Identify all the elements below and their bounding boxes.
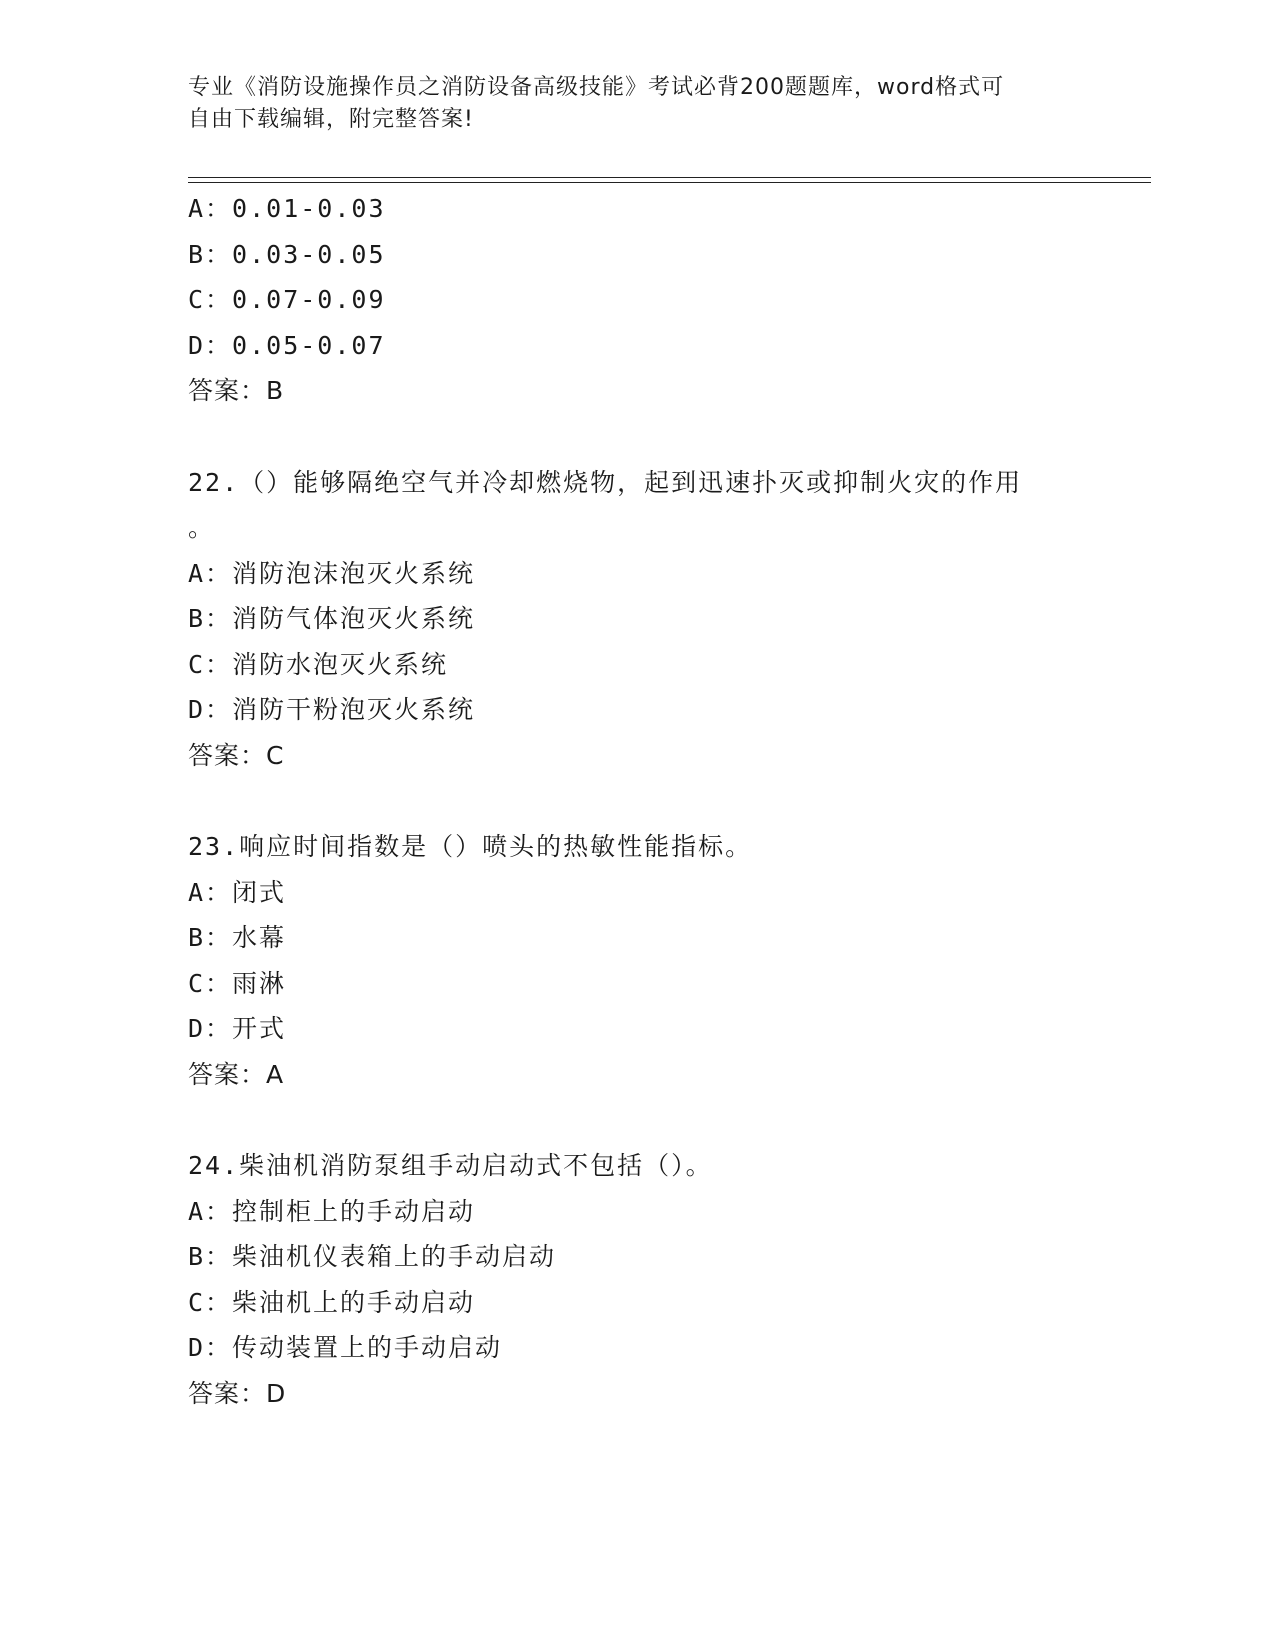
option-d: D：消防干粉泡灭火系统	[188, 695, 476, 724]
answer-line: 答案：C	[188, 740, 285, 770]
option-b: B：水幕	[188, 923, 287, 952]
answer-line: 答案：D	[188, 1378, 287, 1408]
answer-line: 答案：A	[188, 1059, 285, 1089]
option-b: B：0.03-0.05	[188, 239, 386, 269]
question-block-23	[188, 824, 1088, 1097]
question-text: 23.响应时间指数是（）喷头的热敏性能指标。	[188, 832, 753, 861]
option-a: A：消防泡沫泡灭火系统	[188, 558, 476, 588]
header-divider-top	[188, 177, 1151, 178]
spacer	[188, 414, 1088, 460]
question-text: 22.（）能够隔绝空气并冷却燃烧物，起到迅速扑灭或抑制火灾的作用	[188, 467, 1023, 497]
option-d: D：传动装置上的手动启动	[188, 1333, 503, 1362]
option-b: B：柴油机仪表箱上的手动启动	[188, 1242, 557, 1271]
question-text: 24.柴油机消防泵组手动启动式不包括（）。	[188, 1151, 713, 1180]
option-c: C：雨淋	[188, 968, 287, 998]
option-d: D：开式	[188, 1014, 287, 1043]
option-b: B：消防气体泡灭火系统	[188, 604, 476, 633]
answer-line: 答案：B	[188, 376, 285, 405]
spacer	[188, 1097, 1088, 1143]
option-d: D：0.05-0.07	[188, 330, 386, 360]
option-c: C：消防水泡灭火系统	[188, 649, 449, 679]
header-title-line-1: 专业《消防设施操作员之消防设备高级技能》考试必背200题题库，word格式可	[188, 75, 1005, 100]
question-block-24	[188, 1143, 1088, 1416]
question-block-22	[188, 460, 1088, 779]
spacer	[188, 778, 1088, 824]
option-c: C：柴油机上的手动启动	[188, 1287, 476, 1317]
option-a: A：0.01-0.03	[188, 194, 386, 223]
option-a: A：控制柜上的手动启动	[188, 1196, 476, 1226]
option-c: C：0.07-0.09	[188, 285, 386, 314]
header-divider-bottom	[188, 182, 1151, 183]
question-list	[188, 186, 1088, 1416]
question-block-21	[188, 186, 1088, 414]
header-title-line-2: 自由下载编辑，附完整答案!	[188, 107, 474, 132]
question-text-continued: 。	[188, 513, 216, 542]
document-header	[188, 72, 1068, 136]
option-a: A：闭式	[188, 877, 287, 907]
